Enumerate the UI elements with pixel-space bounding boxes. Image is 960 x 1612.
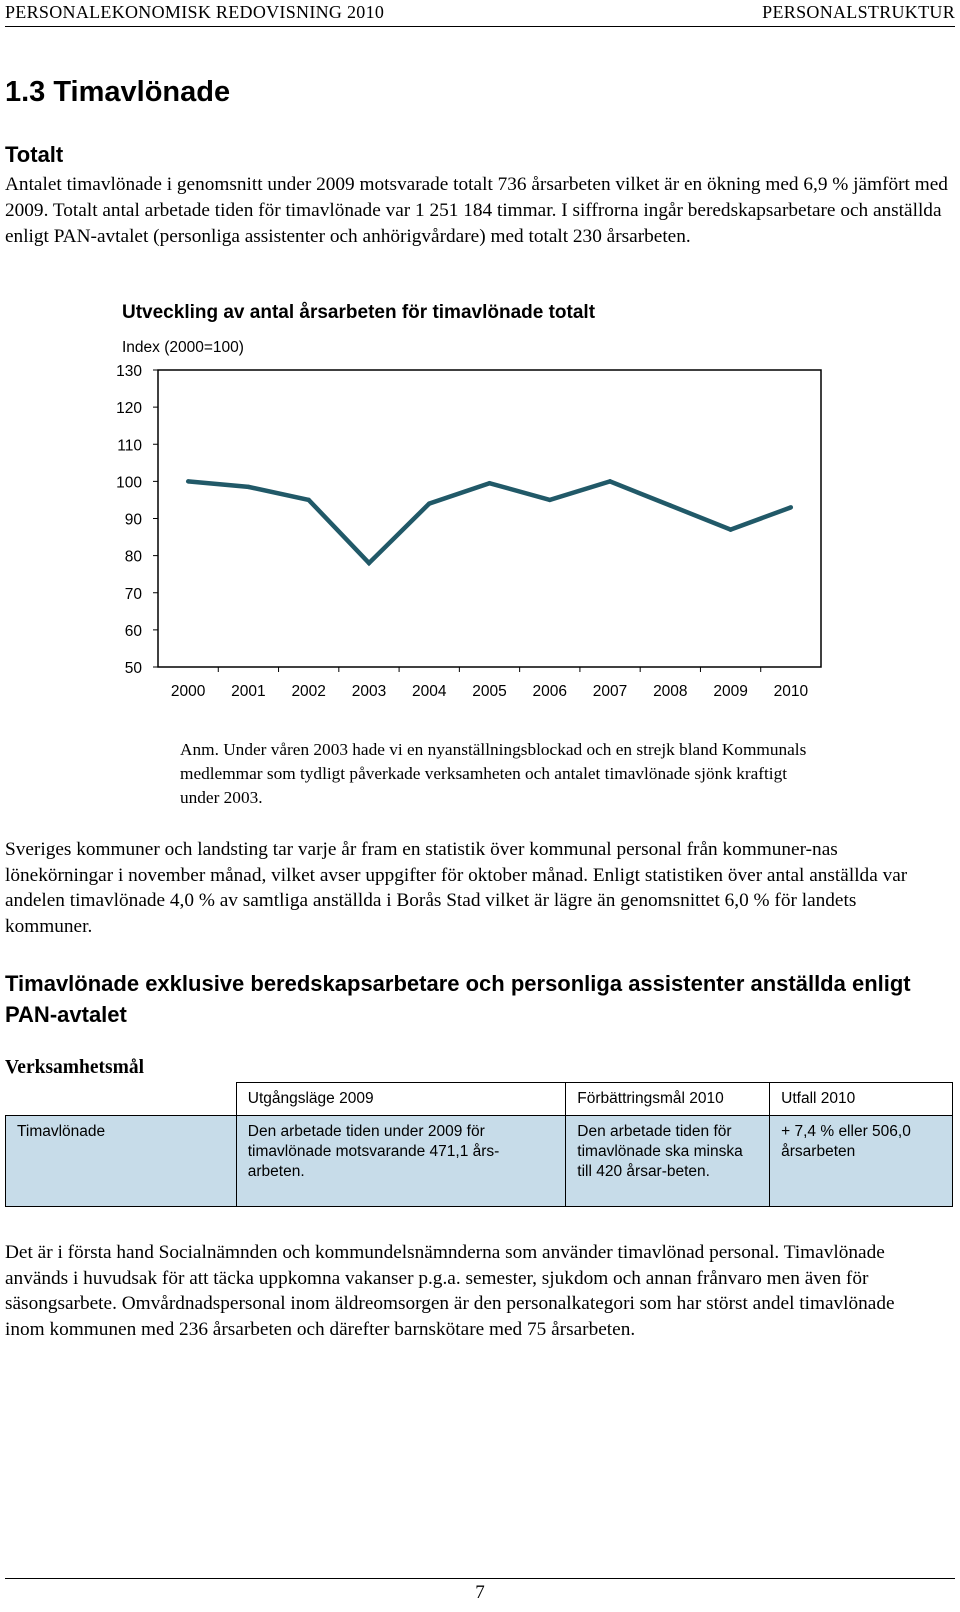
footer-rule bbox=[5, 1578, 955, 1579]
x-tick-label: 2006 bbox=[532, 683, 568, 700]
x-tick-label: 2004 bbox=[411, 683, 447, 700]
data-point bbox=[548, 498, 552, 502]
x-tick-label: 2002 bbox=[291, 683, 326, 700]
data-point bbox=[306, 498, 310, 502]
subsection-exclusive-heading: Timavlönade exklusive beredskapsarbetare och personliga assistenter anställda enligt PAN-avtalet bbox=[5, 971, 911, 1027]
line-chart bbox=[0, 360, 960, 705]
chart-title: Utveckling av antal årsarbeten för timavlönade totalt bbox=[122, 302, 596, 323]
header-left: PERSONALEKONOMISK REDOVISNING 2010 bbox=[5, 2, 385, 22]
goals-table bbox=[5, 1082, 953, 1207]
y-tick-label: 110 bbox=[117, 437, 142, 455]
y-tick-label: 120 bbox=[116, 400, 142, 418]
usage-paragraph: Det är i första hand Socialnämnden och kommundelsnämnderna som använder timavlönad personal. Timavlönade används i huvudsak för att täcka uppkomna vakanser p.g.a. semester, sjukdom och annan frånvaro men även för säsongsarbete. Omvårdnadspersonal inom äldreomsorgen är den personalkategori som har störst andel timavlönade inom kommunen med 236 årsarbeten och därefter barnskötare med 75 årsarbeten. bbox=[5, 1242, 895, 1340]
data-point bbox=[367, 561, 371, 565]
goals-table-row bbox=[6, 1116, 953, 1207]
data-point bbox=[789, 505, 793, 509]
data-point bbox=[427, 501, 431, 505]
data-point bbox=[487, 481, 491, 485]
x-tick-label: 2000 bbox=[170, 683, 206, 700]
chart-note: Anm. Under våren 2003 hade vi en nyanställningsblockad och en strejk bland Kommunals medlemmar som tydligt påverkade verksamheten och antalet timavlönade sjönk kraftigt under 2003. bbox=[180, 740, 807, 807]
goals-header-cell: Utgångsläge 2009 bbox=[236, 1083, 566, 1116]
goals-cell: Den arbetade tiden under 2009 för timavlönade motsvarande 471,1 års-arbeten. bbox=[236, 1116, 566, 1207]
plot-frame bbox=[158, 370, 821, 667]
data-point bbox=[728, 527, 732, 531]
y-tick-label: 60 bbox=[124, 622, 142, 640]
goals-header-cell bbox=[6, 1083, 237, 1116]
data-point bbox=[608, 479, 612, 483]
data-point bbox=[186, 479, 190, 483]
goals-header-cell: Förbättringsmål 2010 bbox=[566, 1083, 770, 1116]
intro-paragraph: Antalet timavlönade i genomsnitt under 2009 motsvarade totalt 736 årsarbeten vilket är en ökning med 6,9 % jämfört med 2009. Totalt antal arbetade tiden för timavlönade var 1 251 184 timmar. I siffrorna ingår beredskapsarbetare och anställda enligt PAN-avtalet (personliga assistenter och anhörigvårdare) med totalt 230 årsarbeten. bbox=[5, 174, 948, 247]
header-right: PERSONALSTRUKTUR bbox=[762, 2, 955, 22]
section-title: 1.3 Timavlönade bbox=[5, 76, 231, 108]
goals-heading: Verksamhetsmål bbox=[5, 1057, 145, 1078]
y-tick-label: 90 bbox=[124, 511, 142, 529]
y-tick-label: 130 bbox=[116, 363, 142, 380]
goals-table-header-row bbox=[6, 1083, 953, 1116]
y-tick-label: 50 bbox=[124, 660, 142, 677]
y-tick-label: 70 bbox=[124, 585, 142, 603]
data-point bbox=[668, 503, 672, 507]
y-tick-label: 80 bbox=[124, 548, 142, 566]
x-tick-label: 2001 bbox=[231, 683, 266, 700]
goals-cell: + 7,4 % eller 506,0 årsarbeten bbox=[770, 1116, 953, 1207]
running-header bbox=[5, 0, 955, 28]
x-tick-label: 2009 bbox=[713, 683, 748, 700]
subsection-total-heading: Totalt bbox=[5, 142, 64, 167]
data-point bbox=[246, 485, 250, 489]
y-tick-label: 100 bbox=[116, 474, 142, 492]
x-tick-label: 2010 bbox=[773, 683, 809, 700]
x-tick-label: 2005 bbox=[472, 683, 507, 700]
x-tick-label: 2003 bbox=[351, 683, 387, 700]
chart-y-label: Index (2000=100) bbox=[122, 339, 244, 356]
goals-header-cell: Utfall 2010 bbox=[770, 1083, 953, 1116]
x-tick-label: 2007 bbox=[592, 683, 628, 700]
x-tick-label: 2008 bbox=[653, 683, 688, 700]
goals-cell: Den arbetade tiden för timavlönade ska minska till 420 årsar-beten. bbox=[566, 1116, 770, 1207]
page-number: 7 bbox=[475, 1582, 485, 1603]
header-rule bbox=[5, 26, 955, 27]
goals-cell: Timavlönade bbox=[6, 1116, 237, 1207]
statistics-paragraph: Sveriges kommuner och landsting tar varje år fram en statistik över kommunal personal från kommuner-nas lönekörningar i november månad, vilket avser uppgifter för oktober månad. Enligt statistiken över antal anställda var andelen timavlönade 4,0 % av samtliga anställda i Borås Stad vilket är lägre än genomsnittet 6,0 % för landets kommuner. bbox=[5, 839, 908, 937]
